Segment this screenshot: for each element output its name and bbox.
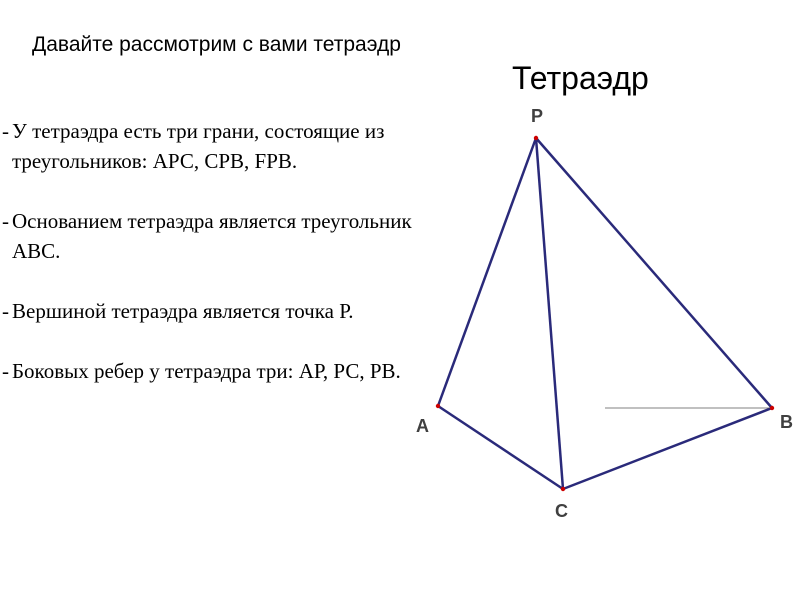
- edge-pb: [536, 138, 772, 408]
- vertex-a-dot: [436, 404, 440, 408]
- edge-pc: [536, 138, 563, 489]
- vertex-c-dot: [561, 487, 565, 491]
- edge-pa: [438, 138, 536, 406]
- fact-dash: -: [2, 359, 9, 383]
- vertex-p-label: P: [531, 106, 544, 126]
- edge-ac: [438, 406, 563, 489]
- edge-cb: [563, 408, 772, 489]
- vertex-b-label: B: [780, 412, 793, 432]
- fact-text: Основанием тетраэдра является треугольник АВС.: [12, 209, 412, 263]
- tetrahedron-title: Тетраэдр: [512, 60, 649, 96]
- slide-intro-text: Давайте рассмотрим с вами тетраэдр: [32, 33, 401, 56]
- fact-dash: -: [2, 209, 9, 233]
- vertex-a-label: A: [416, 416, 429, 436]
- fact-text: У тетраэдра есть три грани, состоящие из треугольников: АРС, СРВ, FPB.: [12, 119, 385, 173]
- fact-dash: -: [2, 119, 9, 143]
- vertex-p-dot: [534, 136, 538, 140]
- vertex-b-dot: [770, 406, 774, 410]
- fact-dash: -: [2, 299, 9, 323]
- vertex-c-label: C: [555, 501, 568, 521]
- fact-text: Боковых ребер у тетраэдра три: АР, РС, РВ.: [12, 359, 401, 383]
- fact-text: Вершиной тетраэдра является точка Р.: [12, 299, 354, 323]
